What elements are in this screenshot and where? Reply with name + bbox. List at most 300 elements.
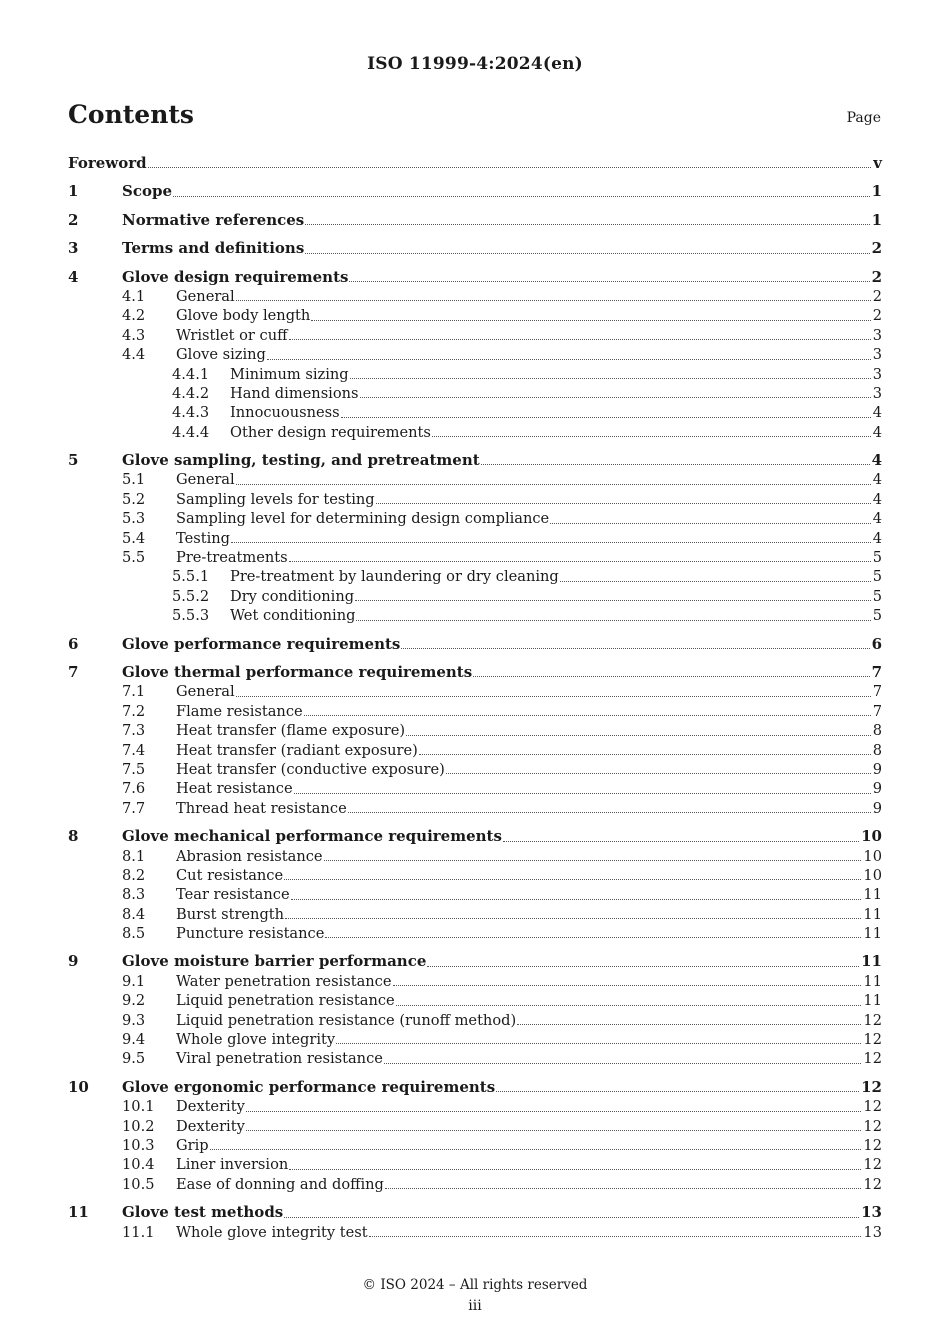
toc-entry-page[interactable]: 9 [872,780,882,798]
toc-entry-page[interactable]: 11 [863,925,882,943]
toc-entry-line [122,451,882,470]
toc-entry-page[interactable]: 10 [863,847,882,865]
toc-entry-title[interactable]: Dexterity [176,1117,245,1135]
toc-entry-line [176,529,882,548]
toc-entry[interactable] [68,866,882,885]
toc-entry-number: 7.6 [122,780,146,798]
dot-leader [355,599,871,601]
toc-entry-number: 6 [68,634,79,653]
toc-entry-page[interactable]: 12 [863,1156,882,1174]
toc-entry-line [176,470,882,489]
toc-entry-number: 10.2 [122,1117,155,1135]
dot-leader [517,1023,861,1025]
dot-leader [246,1129,862,1131]
dot-leader [419,753,871,755]
dot-leader [446,772,871,774]
dot-leader [284,878,861,880]
toc-entry-number: 7.5 [122,760,146,778]
dot-leader [393,984,862,986]
toc-entry-title[interactable]: Glove sampling, testing, and pretreatment [122,451,480,470]
dot-leader [369,1235,862,1237]
toc-entry[interactable] [68,423,882,442]
toc-entry[interactable] [68,239,882,258]
dot-leader [311,319,870,321]
toc-entry-page[interactable]: 12 [861,1077,882,1096]
toc-entry-line [230,567,882,586]
toc-entry-page[interactable]: 13 [861,1203,882,1222]
toc-entry-title[interactable]: Whole glove integrity test [176,1223,368,1241]
toc-entry-line [176,885,882,904]
toc-entry-title[interactable]: Glove sizing [176,346,266,364]
toc-entry-title[interactable]: Minimum sizing [230,365,349,383]
dot-leader [481,463,870,465]
toc-entry-line [122,952,882,971]
toc-entry-line [230,384,882,403]
toc-entry-number: 10.1 [122,1098,155,1116]
toc-entry-title[interactable]: Hand dimensions [230,384,359,402]
dot-leader [496,1090,859,1092]
toc-entry-page[interactable]: 5 [872,549,882,567]
toc-entry-number: 7 [68,662,79,681]
toc-entry-title[interactable]: Puncture resistance [176,925,325,943]
toc-entry-page[interactable]: 12 [863,1031,882,1049]
toc-entry[interactable] [68,952,882,971]
toc-entry-number: 9 [68,952,79,971]
toc-entry-page[interactable]: 3 [872,346,882,364]
toc-entry[interactable] [68,154,882,173]
toc-entry-title[interactable]: Glove test methods [122,1203,284,1222]
toc-entry[interactable] [68,885,882,904]
toc-entry-number: 7.2 [122,702,146,720]
dot-leader [304,714,871,716]
toc-entry[interactable] [68,741,882,760]
dot-leader [385,1187,862,1189]
dot-leader [289,560,871,562]
page-column-label: Page [846,110,881,126]
toc-entry-title[interactable]: Dexterity [176,1098,245,1116]
toc-entry-line [176,682,882,701]
toc-entry-number: 8.4 [122,905,146,923]
toc-entry-title[interactable]: Heat resistance [176,780,293,798]
toc-entry-title[interactable]: Liquid penetration resistance (runoff method) [176,1011,517,1029]
toc-entry-page[interactable]: 4 [872,423,882,441]
toc-entry-line [176,1136,882,1155]
dot-leader [341,416,871,418]
toc-entry[interactable] [68,721,882,740]
toc-entry[interactable] [68,702,882,721]
toc-entry-number: 4.3 [122,326,146,344]
dot-leader [236,299,871,301]
toc-entry-page[interactable]: 10 [861,827,882,846]
dot-leader [336,1042,861,1044]
toc-entry-page[interactable]: 8 [872,741,882,759]
toc-entry-page[interactable]: 11 [863,905,882,923]
toc-entry[interactable] [68,1223,882,1242]
toc-entry[interactable] [68,799,882,818]
toc-entry-title[interactable]: Glove design requirements [122,267,349,286]
toc-entry-line [176,509,882,528]
toc-entry-number: 1 [68,182,79,201]
toc-entry-page[interactable]: 2 [872,287,882,305]
toc-entry-number: 9.2 [122,992,146,1010]
toc-entry-line [176,721,882,740]
toc-entry-title[interactable]: Glove ergonomic performance requirements [122,1077,496,1096]
toc-entry-title[interactable]: Dry conditioning [230,587,355,605]
toc-entry[interactable] [68,365,882,384]
toc-entry-page[interactable]: 4 [872,510,882,528]
toc-entry-number: 5.4 [122,529,146,547]
toc-entry-line [176,1049,882,1068]
dot-leader [325,936,861,938]
toc-entry-number: 4.4.2 [172,384,210,402]
toc-entry[interactable] [68,470,882,489]
toc-entry-title[interactable]: Normative references [122,210,305,229]
dot-leader [349,280,869,282]
toc-entry-line [176,1117,882,1136]
toc-entry-line [122,663,882,682]
toc-entry-title[interactable]: Whole glove integrity [176,1031,336,1049]
toc-entry-page[interactable]: 11 [861,952,882,971]
toc-entry-page[interactable]: 7 [872,683,882,701]
toc-entry-page[interactable]: 11 [863,886,882,904]
toc-entry-number: 10.4 [122,1156,155,1174]
toc-entry-page[interactable]: 5 [872,568,882,586]
toc-entry-title[interactable]: Glove moisture barrier performance [122,952,427,971]
page-folio: iii [468,1298,482,1314]
toc-entry-number: 9.5 [122,1050,146,1068]
toc-entry[interactable] [68,1203,882,1222]
toc-entry[interactable] [68,1078,882,1097]
toc-entry[interactable] [68,924,882,943]
toc-entry[interactable] [68,905,882,924]
toc-entry-number: 5 [68,451,79,470]
contents-title: Contents [68,100,195,129]
toc-entry-number: 10 [68,1077,89,1096]
toc-entry[interactable] [68,1136,882,1155]
toc-entry-line [122,827,882,846]
toc-entry[interactable] [68,451,882,470]
dot-leader [550,522,871,524]
toc-entry-line [122,182,882,201]
toc-entry-number: 4.4 [122,346,146,364]
toc-entry-number: 5.2 [122,490,146,508]
toc-entry-line [176,345,882,364]
toc-entry[interactable] [68,384,882,403]
dot-leader [324,859,862,861]
toc-entry-page[interactable]: 5 [872,607,882,625]
toc-entry-line [176,1097,882,1116]
toc-entry[interactable] [68,1049,882,1068]
toc-entry[interactable] [68,827,882,846]
toc-entry-page[interactable]: 6 [871,634,882,653]
toc-entry-page[interactable]: 4 [872,404,882,422]
dot-leader [231,541,871,543]
toc-entry-line [230,587,882,606]
toc-entry-title[interactable]: Flame resistance [176,702,303,720]
toc-entry-line [176,1011,882,1030]
toc-entry-number: 8 [68,827,79,846]
dot-leader [305,223,869,225]
toc-entry-number: 2 [68,210,79,229]
dot-leader [236,695,871,697]
toc-entry-line [122,211,882,230]
toc-entry-page[interactable]: 1 [871,182,882,201]
dot-leader [396,1004,862,1006]
toc-entry-page[interactable]: 12 [863,1011,882,1029]
toc-entry-line [176,847,882,866]
toc-entry-page[interactable]: 2 [871,267,882,286]
toc-entry-title[interactable]: Grip [176,1136,209,1154]
toc-entry[interactable] [68,635,882,654]
toc-entry[interactable] [68,268,882,287]
toc-entry[interactable] [68,490,882,509]
table-of-contents [68,154,882,1242]
dot-leader [356,619,870,621]
toc-entry-page[interactable]: 4 [872,471,882,489]
toc-entry[interactable] [68,847,882,866]
toc-entry-page[interactable]: 3 [872,326,882,344]
dot-leader [210,1148,862,1150]
toc-entry[interactable] [68,1011,882,1030]
dot-leader [401,647,869,649]
toc-entry[interactable] [68,1175,882,1194]
toc-entry-number: 5.5.1 [172,568,210,586]
toc-entry-page[interactable]: 5 [872,587,882,605]
toc-entry-page[interactable]: 4 [872,490,882,508]
toc-entry-line [176,1223,882,1242]
toc-entry-number: 7.3 [122,722,146,740]
toc-entry-line [122,239,882,258]
toc-entry[interactable] [68,972,882,991]
dot-leader [348,811,871,813]
toc-entry-number: 4.4.4 [172,423,210,441]
toc-entry-line [176,490,882,509]
toc-entry-number: 8.2 [122,866,146,884]
copyright-footer: © ISO 2024 – All rights reserved [362,1277,588,1293]
toc-entry[interactable] [68,306,882,325]
toc-entry-title[interactable]: Heat transfer (conductive exposure) [176,760,445,778]
toc-entry[interactable] [68,682,882,701]
toc-entry[interactable] [68,663,882,682]
toc-entry-title[interactable]: Tear resistance [176,886,290,904]
toc-entry[interactable] [68,548,882,567]
toc-entry[interactable] [68,345,882,364]
toc-entry-number: 4.4.1 [172,365,210,383]
toc-entry-title[interactable]: Wet conditioning [230,607,356,625]
toc-entry-title[interactable]: Sampling levels for testing [176,490,375,508]
toc-entry-title[interactable]: Foreword [68,154,147,172]
dot-leader [236,483,871,485]
toc-entry[interactable] [68,567,882,586]
toc-entry-line [230,403,882,422]
toc-entry-title[interactable]: Other design requirements [230,423,431,441]
toc-entry-title[interactable]: Liquid penetration resistance [176,992,395,1010]
toc-entry-page[interactable]: 2 [871,239,882,258]
toc-entry-page[interactable]: 2 [872,307,882,325]
dot-leader [427,965,859,967]
toc-entry-line [176,905,882,924]
toc-entry-number: 10.3 [122,1136,155,1154]
toc-entry-title[interactable]: General [176,471,235,489]
toc-entry-title[interactable]: Cut resistance [176,866,284,884]
toc-entry-page[interactable]: 12 [863,1175,882,1193]
toc-entry-page[interactable]: 3 [872,365,882,383]
toc-entry-title[interactable]: Glove body length [176,307,311,325]
dot-leader [267,358,871,360]
toc-entry-title[interactable]: Glove mechanical performance requirements [122,827,502,846]
toc-entry-page[interactable]: 4 [871,451,882,470]
dot-leader [560,580,871,582]
toc-entry-title[interactable]: General [176,683,235,701]
dot-leader [305,252,869,254]
toc-entry[interactable] [68,1030,882,1049]
toc-entry-page[interactable]: v [873,154,882,172]
toc-entry-number: 10.5 [122,1175,155,1193]
toc-entry-number: 5.1 [122,471,146,489]
toc-entry-line [176,760,882,779]
toc-entry-line [176,741,882,760]
toc-entry-line [230,365,882,384]
toc-entry-line [122,1203,882,1222]
toc-entry-title[interactable]: Wristlet or cuff [176,326,288,344]
toc-entry-page[interactable]: 9 [872,799,882,817]
document-id-header: ISO 11999-4:2024(en) [367,54,583,74]
toc-entry[interactable] [68,182,882,201]
toc-entry-page[interactable]: 7 [871,662,882,681]
toc-entry-title[interactable]: Burst strength [176,905,285,923]
toc-entry-title[interactable]: Abrasion resistance [176,847,323,865]
toc-entry-page[interactable]: 13 [863,1223,882,1241]
toc-entry[interactable] [68,211,882,230]
toc-entry-title[interactable]: Scope [122,182,173,201]
toc-entry-title[interactable]: Terms and definitions [122,239,305,258]
toc-entry-title[interactable]: Heat transfer (radiant exposure) [176,741,418,759]
toc-entry-title[interactable]: Glove thermal performance requirements [122,662,473,681]
toc-entry-line [176,924,882,943]
toc-entry[interactable] [68,1097,882,1116]
toc-entry-title[interactable]: Testing [176,529,230,547]
toc-entry-page[interactable]: 11 [863,992,882,1010]
toc-entry-page[interactable]: 3 [872,384,882,402]
dot-leader [246,1110,862,1112]
toc-entry-title[interactable]: Pre-treatment by laundering or dry cleaning [230,568,559,586]
toc-entry-number: 9.1 [122,972,146,990]
toc-entry-title[interactable]: Pre-treatments [176,549,288,567]
toc-entry[interactable] [68,1155,882,1174]
toc-entry-number: 9.4 [122,1031,146,1049]
toc-entry-number: 5.5.2 [172,587,210,605]
toc-entry-number: 8.5 [122,925,146,943]
toc-entry-line [176,779,882,798]
toc-entry-line [176,799,882,818]
dot-leader [289,1168,861,1170]
toc-entry-number: 4.2 [122,307,146,325]
toc-entry-title[interactable]: Innocuousness [230,404,340,422]
toc-entry-line [230,423,882,442]
dot-leader [285,917,861,919]
toc-entry-page[interactable]: 10 [863,866,882,884]
toc-entry-page[interactable]: 12 [863,1136,882,1154]
toc-entry-page[interactable]: 12 [863,1098,882,1116]
toc-entry-title[interactable]: Thread heat resistance [176,799,347,817]
toc-entry-line [122,635,882,654]
dot-leader [376,502,871,504]
toc-entry[interactable] [68,509,882,528]
toc-entry[interactable] [68,326,882,345]
toc-entry[interactable] [68,606,882,625]
toc-entry[interactable] [68,760,882,779]
toc-entry[interactable] [68,529,882,548]
toc-entry-line [122,1078,882,1097]
dot-leader [291,898,862,900]
toc-entry-number: 11.1 [122,1223,155,1241]
toc-entry-title[interactable]: Sampling level for determining design compliance [176,510,550,528]
dot-leader [503,840,859,842]
toc-entry-page[interactable]: 12 [863,1050,882,1068]
toc-entry-title[interactable]: Ease of donning and doffing [176,1175,384,1193]
toc-entry[interactable] [68,403,882,422]
dot-leader [148,166,872,168]
toc-entry-number: 7.1 [122,683,146,701]
toc-entry-line [176,548,882,567]
dot-leader [294,792,871,794]
dot-leader [350,377,871,379]
toc-entry[interactable] [68,779,882,798]
toc-entry-page[interactable]: 9 [872,760,882,778]
toc-entry-line [122,268,882,287]
toc-entry-page[interactable]: 12 [863,1117,882,1135]
toc-entry-page[interactable]: 1 [871,210,882,229]
toc-entry-page[interactable]: 8 [872,722,882,740]
dot-leader [289,338,871,340]
dot-leader [384,1062,862,1064]
toc-entry-line [176,326,882,345]
toc-entry-line [176,287,882,306]
toc-entry-number: 8.3 [122,886,146,904]
toc-entry-number: 4.1 [122,287,146,305]
toc-entry-number: 4.4.3 [172,404,210,422]
toc-entry-number: 5.3 [122,510,146,528]
toc-entry-title[interactable]: Viral penetration resistance [176,1050,383,1068]
toc-entry-line [230,606,882,625]
toc-entry[interactable] [68,991,882,1010]
toc-entry-line [176,702,882,721]
dot-leader [406,734,871,736]
dot-leader [360,396,871,398]
toc-entry-page[interactable]: 11 [863,972,882,990]
toc-entry-title[interactable]: Liner inversion [176,1156,289,1174]
toc-entry-line [176,991,882,1010]
toc-entry-line [176,1175,882,1194]
dot-leader [473,675,869,677]
toc-entry-title[interactable]: Glove performance requirements [122,634,401,653]
toc-entry[interactable] [68,1117,882,1136]
toc-entry-title[interactable]: General [176,287,235,305]
toc-entry-line [176,1155,882,1174]
toc-entry[interactable] [68,287,882,306]
toc-entry-line [176,1030,882,1049]
toc-entry-page[interactable]: 7 [872,702,882,720]
toc-entry-page[interactable]: 4 [872,529,882,547]
toc-entry-number: 8.1 [122,847,146,865]
toc-entry-title[interactable]: Heat transfer (flame exposure) [176,722,406,740]
dot-leader [284,1216,859,1218]
toc-entry-number: 5.5 [122,549,146,567]
dot-leader [173,195,870,197]
toc-entry-title[interactable]: Water penetration resistance [176,972,392,990]
toc-entry-line [176,866,882,885]
toc-entry[interactable] [68,587,882,606]
